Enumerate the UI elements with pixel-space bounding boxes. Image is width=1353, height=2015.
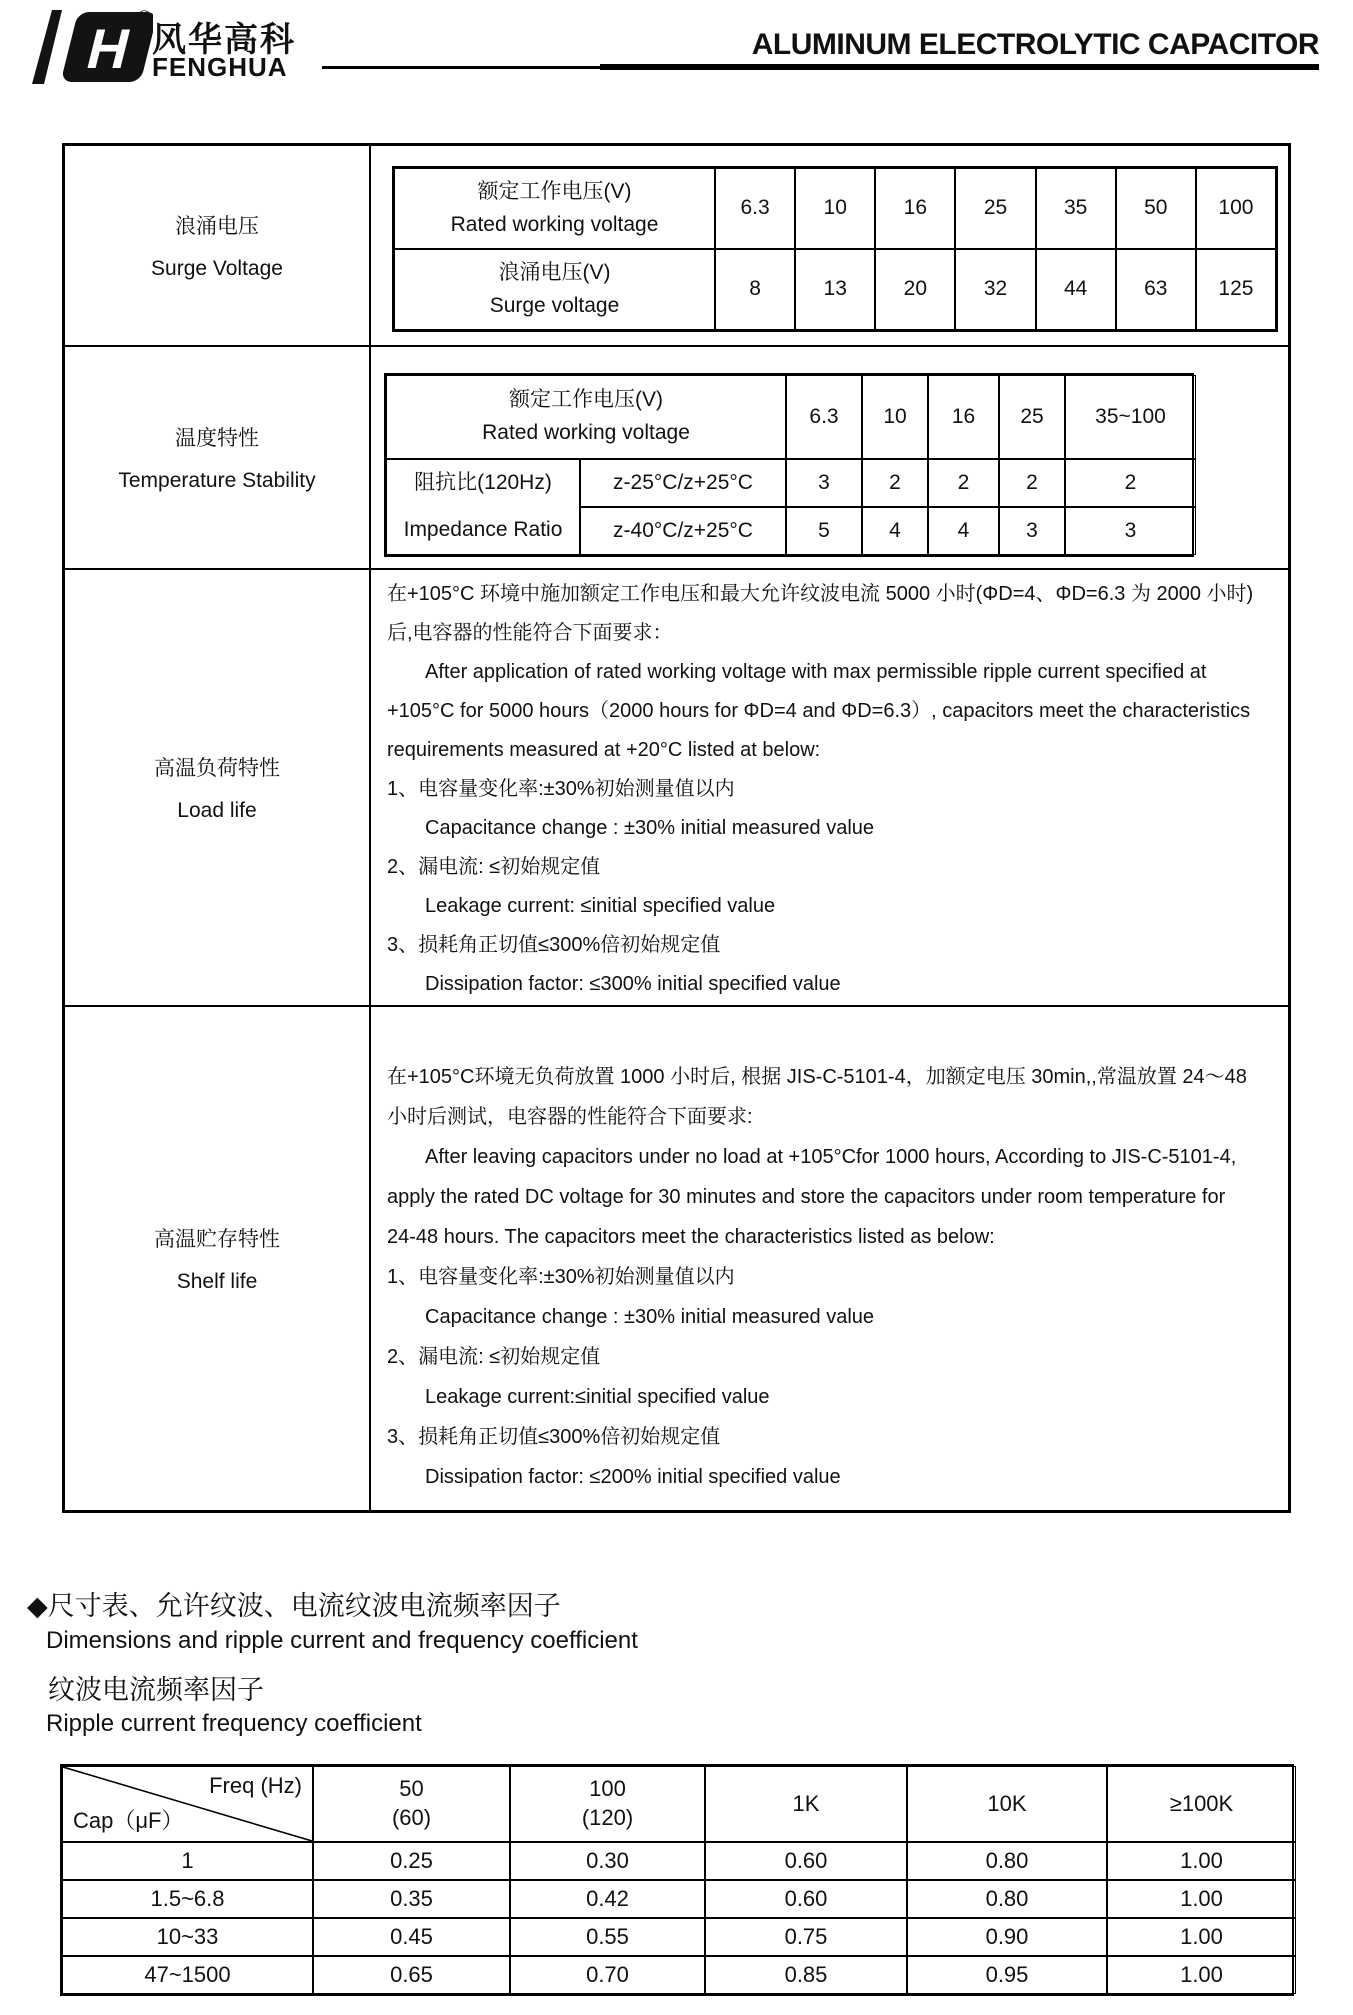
rated-voltage-header [386,375,786,459]
text-line: 24-48 hours. The capacitors meet the characteristics listed as below: [387,1226,995,1248]
freq-col-line2: (60) [391,1805,432,1830]
text-line: requirements measured at +20°C listed at below: [387,739,821,761]
z40-value: 3 [999,507,1065,555]
shelf-life-label [65,1007,371,1510]
temperature-stability-row [65,345,1288,568]
z25-value: 2 [1065,459,1196,507]
section-subheading-en: Ripple current frequency coefficient [46,1710,422,1737]
cap-range: 1 [62,1842,313,1880]
coefficient: 0.65 [313,1956,510,1994]
coefficient: 0.60 [705,1842,907,1880]
header-rule-thin [322,66,608,69]
z25-value: 2 [862,459,928,507]
voltage-col: 35~100 [1065,375,1196,459]
label-en: Temperature Stability [118,469,316,492]
coefficient: 1.00 [1107,1880,1296,1918]
freq-col-line2: (120) [581,1805,634,1830]
z25-value: 3 [786,459,862,507]
label-en: Shelf life [176,1270,258,1293]
z40-value: 4 [862,507,928,555]
coefficient: 0.80 [907,1842,1107,1880]
text-line: 后,电容器的性能符合下面要求： [387,622,673,644]
coefficient: 0.85 [705,1956,907,1994]
surge-voltage-content [371,146,1288,345]
text-line: Leakage current:≤initial specified value [425,1386,770,1408]
surge-value: 8 [715,249,795,330]
rated-value: 10 [795,168,875,249]
text-line: 3、损耗角正切值≤300%倍初始规定值 [387,934,721,956]
coefficient: 0.45 [313,1918,510,1956]
section-heading-en: Dimensions and ripple current and frequency coefficient [46,1627,638,1654]
voltage-col: 10 [862,375,928,459]
voltage-col: 25 [999,375,1065,459]
text-line: Leakage current: ≤initial specified value [425,895,776,917]
label-en: Impedance Ratio [403,518,563,542]
freq-col-line1: 100 [589,1776,626,1802]
z25-value: 2 [999,459,1065,507]
rated-value: 100 [1196,168,1276,249]
text-line: +105°C for 5000 hours（2000 hours for ΦD=4 and ΦD=6.3）, capacitors meet the characteristics [387,700,1251,722]
label-cn: 浪涌电压 [175,215,259,238]
coefficient: 0.70 [510,1956,705,1994]
surge-value: 13 [795,249,875,330]
corner-cell [62,1766,313,1842]
rated-value: 16 [875,168,955,249]
label-cn: 温度特性 [175,427,259,450]
text-line: 1、电容量变化率:±30%初始测量值以内 [387,778,735,800]
freq-col-line1: 10K [987,1790,1027,1816]
freq-axis-label: Freq (Hz) [209,1773,302,1798]
load-life-text [371,570,1288,1004]
label-en: Surge Voltage [151,257,283,280]
coefficient: 0.55 [510,1918,705,1956]
coefficient: 0.30 [510,1842,705,1880]
voltage-col: 6.3 [786,375,862,459]
registered-mark-icon: ® [138,7,151,26]
svg-text:H: H [80,18,137,81]
label-cn: 高温负荷特性 [154,757,280,780]
surge-voltage-header [394,249,715,330]
coefficient: 0.95 [907,1956,1107,1994]
text-line: apply the rated DC voltage for 30 minutes and store the capacitors under room temperature for [387,1186,1226,1208]
rated-value: 50 [1116,168,1196,249]
freq-col-header [907,1766,1107,1842]
shelf-life-content [371,1007,1288,1510]
ripple-frequency-table [60,1764,1294,1996]
coefficient: 0.35 [313,1880,510,1918]
impedance-ratio-table [384,373,1194,557]
freq-col-header [705,1766,907,1842]
freq-col-line1: ≥100K [1169,1790,1234,1816]
temperature-stability-content [371,347,1288,568]
freq-col-line1: 1K [792,1790,820,1816]
coefficient: 0.42 [510,1880,705,1918]
fenghua-logo [18,4,153,93]
header-en: Rated working voltage [482,421,690,444]
rated-voltage-header [394,168,715,249]
text-line: 在+105°C 环境中施加额定工作电压和最大允许纹波电流 5000 小时(ΦD=4、ΦD=6.3 为 2000 小时) [387,583,1254,605]
coefficient: 0.25 [313,1842,510,1880]
label-en: Load life [177,799,257,822]
text-line: Capacitance change : ±30% initial measured value [425,817,875,839]
section-heading-cn: ◆尺寸表、允许纹波、电流纹波电流频率因子 [27,1591,561,1621]
header-cn: 浪涌电压(V) [498,260,611,284]
impedance-ratio-label [386,459,580,555]
page-title: ALUMINUM ELECTROLYTIC CAPACITOR [751,28,1319,61]
text-line: 2、漏电流: ≤初始规定值 [387,856,601,878]
text-line: Capacitance change : ±30% initial measured value [425,1306,875,1328]
text-line: After leaving capacitors under no load at +105°Cfor 1000 hours, According to JIS-C-5101-4, [425,1146,1237,1168]
z40-value: 3 [1065,507,1196,555]
rated-value: 25 [955,168,1035,249]
fenghua-logo-mark [18,4,153,88]
text-line: 1、电容量变化率:±30%初始测量值以内 [387,1266,735,1288]
coefficient: 1.00 [1107,1918,1296,1956]
header-cn: 额定工作电压(V) [477,179,632,203]
coefficient: 0.75 [705,1918,907,1956]
label-cn: 阻抗比(120Hz) [414,471,552,495]
brand-name-en: FENGHUA [152,52,288,82]
surge-voltage-row [65,146,1288,345]
shelf-life-text [371,1007,1288,1497]
header-en: Surge voltage [489,293,620,317]
load-life-row [65,568,1288,1005]
header-en: Rated working voltage [450,212,659,236]
surge-value: 20 [875,249,955,330]
load-life-content [371,570,1288,1005]
freq-col-line1: 50 [399,1776,424,1802]
section-subheading-cn: 纹波电流频率因子 [48,1675,264,1705]
text-line: 2、漏电流: ≤初始规定值 [387,1346,601,1368]
text-line: Dissipation factor: ≤200% initial specified value [425,1466,841,1488]
surge-value: 32 [955,249,1035,330]
text-line: Dissipation factor: ≤300% initial specified value [425,973,841,995]
cap-axis-label: Cap（μF） [73,1808,184,1834]
rated-value: 35 [1036,168,1116,249]
cap-range: 10~33 [62,1918,313,1956]
surge-value: 44 [1036,249,1116,330]
coefficient: 1.00 [1107,1956,1296,1994]
text-line: 小时后测试，电容器的性能符合下面要求: [387,1106,753,1128]
label-cn: 高温贮存特性 [154,1228,280,1251]
coefficient: 0.80 [907,1880,1107,1918]
temperature-stability-label [65,347,371,568]
coefficient: 0.90 [907,1918,1107,1956]
coefficient: 0.60 [705,1880,907,1918]
z40-value: 5 [786,507,862,555]
voltage-col: 16 [928,375,999,459]
z25-condition: z-25°C/z+25°C [580,459,786,507]
surge-value: 63 [1116,249,1196,330]
surge-voltage-label [65,146,371,345]
load-life-label [65,570,371,1005]
z25-value: 2 [928,459,999,507]
shelf-life-row [65,1005,1288,1510]
rated-value: 6.3 [715,168,795,249]
header-rule-thick [600,64,1319,70]
text-line: 在+105°C环境无负荷放置 1000 小时后, 根据 JIS-C-5101-4，加额定电压 30min,,常温放置 24～48 [387,1066,1247,1088]
characteristics-table [62,143,1291,1513]
surge-voltage-table [392,166,1278,332]
surge-value: 125 [1196,249,1276,330]
coefficient: 1.00 [1107,1842,1296,1880]
brand-name-cn: 风华高科 [152,21,296,59]
text-line: After application of rated working voltage with max permissible ripple current specified at [425,661,1207,683]
freq-col-header [313,1766,510,1842]
freq-col-header [1107,1766,1296,1842]
z40-value: 4 [928,507,999,555]
z40-condition: z-40°C/z+25°C [580,507,786,555]
freq-col-header [510,1766,705,1842]
text-line: 3、损耗角正切值≤300%倍初始规定值 [387,1426,721,1448]
cap-range: 1.5~6.8 [62,1880,313,1918]
header-cn: 额定工作电压(V) [509,388,663,412]
cap-range: 47~1500 [62,1956,313,1994]
